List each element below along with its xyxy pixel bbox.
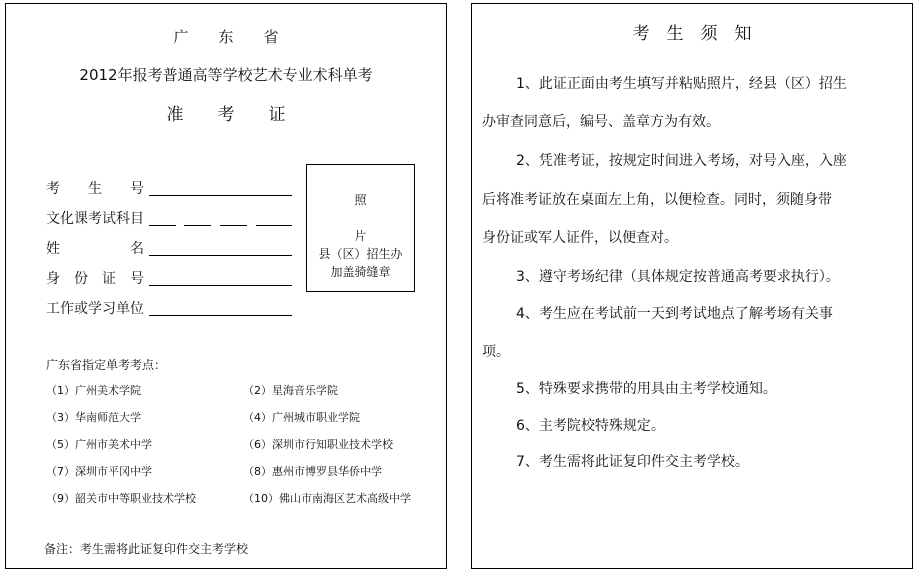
candidate-number-field — [46, 178, 306, 198]
instruction-line: 项。 — [482, 344, 510, 360]
photo-box — [306, 164, 415, 292]
sites-heading: 广东省指定单考考点： — [46, 358, 167, 372]
candidate-instructions — [471, 3, 913, 569]
field-label: 身 份 证 号 — [46, 271, 144, 287]
exam-site-item: （9）韶关市中等职业技术学校 — [46, 492, 196, 505]
field-label: 姓 名 — [46, 241, 144, 257]
province-heading: 广 东 省 — [173, 28, 279, 46]
fill-line — [149, 255, 292, 256]
instruction-line: 7、考生需将此证复印件交主考学校。 — [516, 454, 749, 470]
exam-site-item: （2）星海音乐学院 — [243, 384, 338, 397]
footer-note: 备注：考生需将此证复印件交主考学校 — [44, 542, 249, 556]
field-label: 文化课考试科目 — [46, 211, 144, 227]
photo-label-2: 片 — [354, 229, 367, 243]
exam-site-item: （5）广州市美术中学 — [46, 438, 152, 451]
instruction-line: 3、遵守考场纪律（具体规定按普通高考要求执行）。 — [516, 269, 840, 285]
fill-line — [149, 225, 176, 226]
work-unit-field — [46, 298, 306, 318]
fill-line — [149, 315, 292, 316]
instruction-line: 6、主考院校特殊规定。 — [516, 418, 665, 434]
exam-subjects-field — [46, 208, 306, 228]
exam-site-item: （6）深圳市行知职业技术学校 — [243, 438, 393, 451]
field-label: 工作或学习单位 — [46, 301, 144, 317]
fill-line — [149, 285, 292, 286]
name-field — [46, 238, 306, 258]
instruction-line: 4、考生应在考试前一天到考试地点了解考场有关事 — [516, 306, 833, 322]
instruction-line: 后将准考证放在桌面左上角，以便检查。同时，须随身带 — [482, 192, 832, 208]
fill-line — [220, 225, 247, 226]
instruction-line: 办审查同意后，编号、盖章方为有效。 — [482, 114, 720, 130]
exam-site-item: （3）华南师范大学 — [46, 411, 141, 424]
exam-site-item: （7）深圳市平冈中学 — [46, 465, 152, 478]
fill-line — [184, 225, 211, 226]
instruction-line: 5、特殊要求携带的用具由主考学校通知。 — [516, 381, 777, 397]
photo-label-1: 照 — [354, 193, 367, 207]
exam-subtitle: 2012年报考普通高等学校艺术专业术科单考 — [79, 66, 373, 84]
fill-line — [149, 195, 292, 196]
id-number-field — [46, 268, 306, 288]
exam-site-item: （10）佛山市南海区艺术高级中学 — [243, 492, 411, 505]
instructions-title: 考 生 须 知 — [632, 24, 752, 44]
exam-site-item: （1）广州美术学院 — [46, 384, 141, 397]
fill-line — [256, 225, 292, 226]
exam-site-item: （4）广州城市职业学院 — [243, 411, 360, 424]
instruction-line: 身份证或军人证件，以便查对。 — [482, 230, 678, 246]
instruction-line: 2、凭准考证，按规定时间进入考场，对号入座，入座 — [516, 153, 847, 169]
document-title: 准 考 证 — [166, 105, 286, 125]
admission-ticket-front — [5, 3, 447, 569]
photo-label-3: 县（区）招生办 — [318, 247, 403, 261]
photo-label-4: 加盖骑缝章 — [330, 265, 391, 279]
exam-site-item: （8）惠州市博罗县华侨中学 — [243, 465, 382, 478]
field-label: 考 生 号 — [46, 181, 144, 197]
instruction-line: 1、此证正面由考生填写并粘贴照片，经县（区）招生 — [516, 76, 847, 92]
